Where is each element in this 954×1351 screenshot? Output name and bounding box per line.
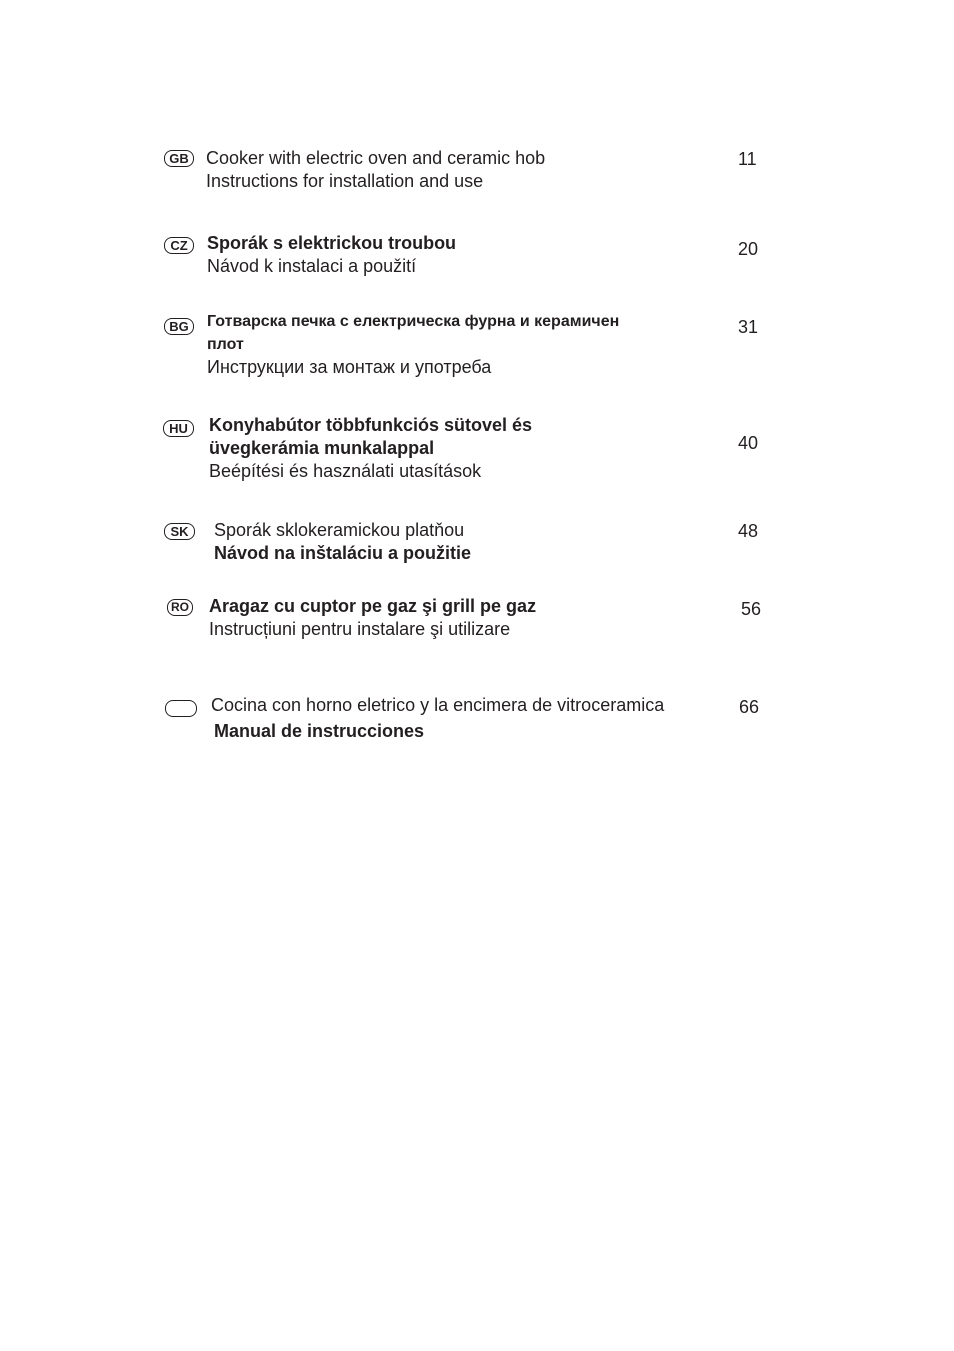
entry-subtitle: Návod na inštaláciu a použitie (214, 543, 472, 563)
entry-subtitle: Beépítési és használati utasítások (209, 461, 482, 481)
entry-title-continued: плот (207, 336, 244, 353)
page-number: 66 (739, 697, 760, 717)
page-number: 56 (741, 599, 762, 619)
page-number: 20 (738, 239, 759, 259)
entry-subtitle: Instrucțiuni pentru instalare şi utilizare (209, 619, 511, 639)
country-badge-gb: GB (164, 150, 194, 167)
page-number: 48 (738, 521, 759, 541)
entry-title: Sporák s elektrickou troubou (207, 233, 457, 253)
country-badge-blank (165, 700, 197, 717)
country-badge-hu: HU (163, 420, 194, 437)
entry-subtitle: Инструкции за монтаж и употреба (207, 357, 492, 377)
country-badge-ro: RO (167, 599, 193, 616)
page-number: 31 (738, 317, 759, 337)
page-number: 40 (738, 433, 759, 453)
entry-title: Sporák sklokeramickou platňou (214, 520, 465, 540)
country-badge-sk: SK (164, 523, 195, 540)
page-number: 11 (738, 149, 757, 169)
entry-title: Konyhabútor többfunkciós sütovel és (209, 415, 533, 435)
entry-subtitle: Návod k instalaci a použití (207, 256, 417, 276)
entry-subtitle: Instructions for installation and use (206, 171, 484, 191)
country-badge-cz: CZ (164, 237, 194, 254)
entry-subtitle: Manual de instrucciones (214, 721, 425, 741)
entry-title-continued: üvegkerámia munkalappal (209, 438, 435, 458)
entry-title: Aragaz cu cuptor pe gaz şi grill pe gaz (209, 596, 537, 616)
entry-title: Cocina con horno eletrico y la encimera de vitroceramica (211, 695, 665, 715)
entry-title: Готварска печка с електрическа фурна и керамичен (207, 313, 620, 330)
entry-title: Cooker with electric oven and ceramic hob (206, 148, 546, 168)
country-badge-bg: BG (164, 318, 194, 335)
